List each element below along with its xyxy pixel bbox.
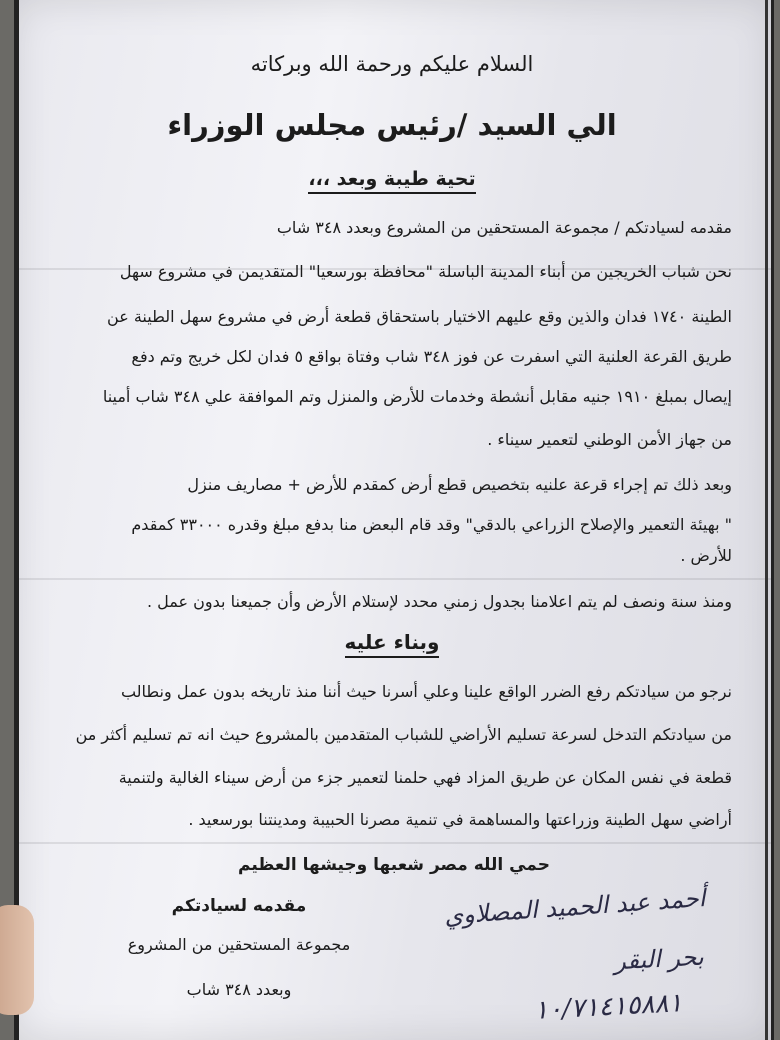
- addressee: الي السيد /رئيس مجلس الوزراء: [167, 108, 617, 142]
- page-border-right: [765, 0, 768, 1040]
- paper-fold: [14, 842, 774, 844]
- salutation: تحية طيبة وبعد ،،،: [34, 168, 750, 191]
- body-line: الطينة ١٧٤٠ فدان والذين وقع عليهم الاختيار باستحقاق قطعة أرض في مشروع سهل الطينة عن: [107, 307, 732, 326]
- body-line: نحن شباب الخريجين من أبناء المدينة الباسلة "محافظة بورسعيا" المتقديمن في مشروع سهل: [119, 262, 732, 281]
- section-heading: وبناء عليه: [34, 630, 750, 654]
- body-line: " بهيئة التعمير والإصلاح الزراعي بالدقي" وقد قام البعض منا بدفع مبلغ وقدره ٣٣٠٠٠ كمقدم: [131, 515, 732, 534]
- intro-line: مقدمه لسيادتكم / مجموعة المستحقين من المشروع وبعدد ٣٤٨ شاب: [276, 218, 732, 237]
- signature-title: مقدمه لسيادتكم: [171, 896, 307, 916]
- paper-fold: [14, 578, 774, 580]
- signature-group: مجموعة المستحقين من المشروع: [127, 935, 351, 954]
- letter-paper: [14, 0, 774, 1040]
- greeting: السلام عليكم ورحمة الله وبركاته: [250, 52, 534, 76]
- body-line: وبعد ذلك تم إجراء قرعة علنيه بتخصيص قطع أرض كمقدم للأرض + مصاريف منزل: [187, 475, 732, 494]
- closing-line: حمي الله مصر شعبها وجيشها العظيم: [238, 855, 550, 875]
- body-line: من سيادتكم التدخل لسرعة تسليم الأراضي للشباب المتقدمين بالمشروع حيث انه تم تسليم أكثر من: [75, 725, 732, 744]
- body-line: أراضي سهل الطينة وزراعتها والمساهمة في تنمية مصرنا الحبيبة ومدينتنا بورسعيد .: [188, 810, 732, 829]
- handwritten-number: ١٠/٧١٤١٥٨٨١: [533, 988, 684, 1026]
- body-line: إيصال بمبلغ ١٩١٠ جنيه مقابل أنشطة وخدمات للأرض والمنزل وتم الموافقة علي ٣٤٨ شاب أمينا: [102, 387, 732, 406]
- body-line: طريق القرعة العلنية التي اسفرت عن فوز ٣٤٨ شاب وفتاة بواقع ٥ فدان لكل خريج وتم دفع: [131, 347, 732, 366]
- page-border-right-outer: [771, 0, 774, 1040]
- body-line: من جهاز الأمن الوطني لتعمير سيناء .: [487, 430, 732, 449]
- body-line: ومنذ سنة ونصف لم يتم اعلامنا بجدول زمني محدد لإستلام الأرض وأن جميعنا بدون عمل .: [146, 592, 732, 611]
- finger-edge: [0, 905, 34, 1015]
- handwritten-place: بحر البقر: [613, 942, 705, 976]
- signature-count: وبعدد ٣٤٨ شاب: [186, 980, 292, 999]
- page-border-left: [14, 0, 19, 1040]
- body-line: قطعة في نفس المكان عن طريق المزاد فهي حلمنا لتعمير جزء من أرض سيناء الغالية ولتنمية: [118, 768, 732, 787]
- handwritten-name: أحمد عبد الحميد المصلاوي: [443, 883, 707, 931]
- body-line: للأرض .: [680, 546, 732, 565]
- body-line: نرجو من سيادتكم رفع الضرر الواقع علينا وعلي أسرنا حيث أننا منذ تاريخه بدون عمل ونطالب: [120, 682, 732, 701]
